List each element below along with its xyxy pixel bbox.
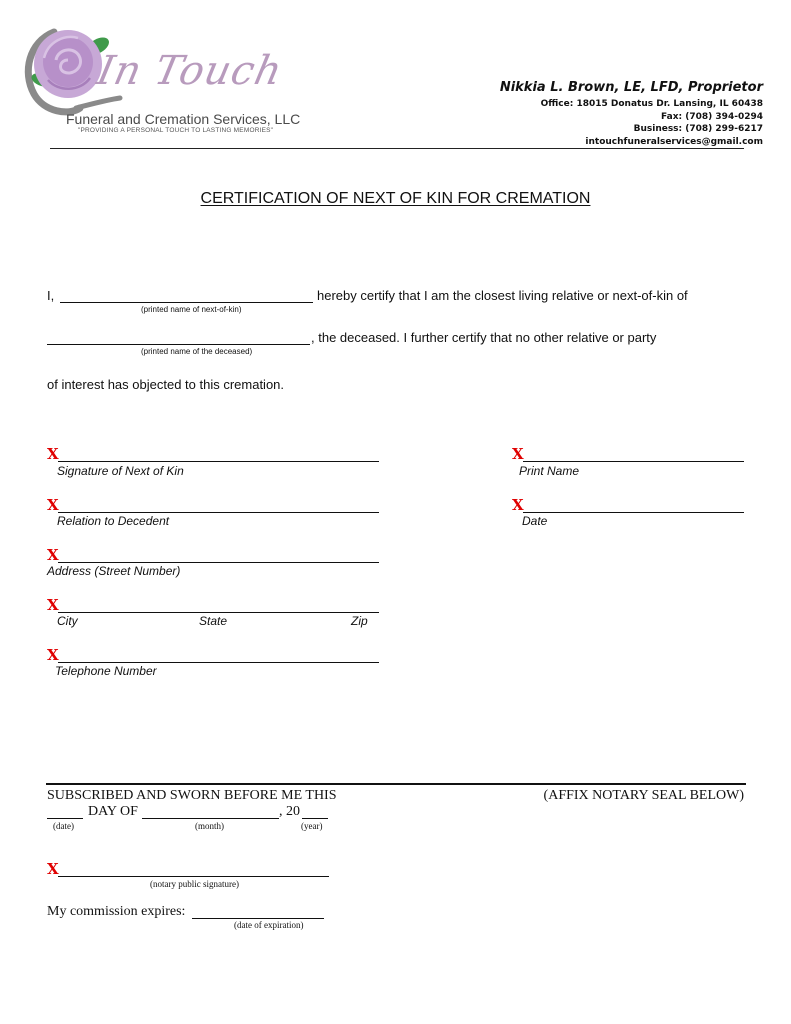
x-marker: X [47,646,59,664]
contact-block [500,80,763,148]
next-of-kin-name-field[interactable] [60,302,313,303]
caption-notary-signature: (notary public signature) [150,879,239,889]
fax-number: Fax: (708) 394-0294 [661,111,763,122]
print-name-field[interactable] [523,461,744,462]
page-title-text: CERTIFICATION OF NEXT OF KIN FOR CREMATION [200,190,591,207]
year-prefix: , 20 [279,804,300,819]
address-label: Address (Street Number) [47,564,181,578]
office-address: Office: 18015 Donatus Dr. Lansing, IL 60438 [540,99,763,109]
caption-next-of-kin: (printed name of next-of-kin) [141,305,242,314]
email-address: intouchfuneralservices@gmail.com [585,136,763,147]
signature-field[interactable] [58,461,379,462]
sworn-statement: SUBSCRIBED AND SWORN BEFORE ME THIS [47,788,337,803]
notary-year-field[interactable] [302,818,328,819]
x-marker: X [47,445,59,463]
caption-month: (month) [195,821,224,831]
affix-seal-note: (AFFIX NOTARY SEAL BELOW) [543,788,744,803]
relation-label: Relation to Decedent [57,514,170,528]
date-label: Date [522,514,548,528]
proprietor-name: Nikkia L. Brown, LE, LFD, Proprietor [499,80,763,95]
signature-label: Signature of Next of Kin [57,464,184,478]
caption-expiration: (date of expiration) [234,920,304,930]
caption-date: (date) [53,821,74,831]
x-marker: X [47,860,59,878]
notary-divider [46,783,746,785]
city-state-zip-field[interactable] [58,612,379,613]
x-marker: X [47,546,59,564]
commission-label: My commission expires: [47,904,186,919]
company-tagline: "PROVIDING A PERSONAL TOUCH TO LASTING MEMORIES" [78,127,274,134]
relation-field[interactable] [58,512,379,513]
address-field[interactable] [58,562,379,563]
day-of-label: DAY OF [88,804,138,819]
commission-expiration-field[interactable] [192,918,324,919]
notary-signature-field[interactable] [58,876,329,877]
date-field[interactable] [523,512,744,513]
telephone-field[interactable] [58,662,379,663]
telephone-label: Telephone Number [55,664,157,678]
statement-prefix: I, [47,288,55,303]
deceased-name-field[interactable] [47,344,310,345]
business-phone: Business: (708) 299-6217 [633,124,763,134]
company-name: Funeral and Cremation Services, LLC [66,111,301,127]
x-marker: X [47,596,59,614]
notary-day-field[interactable] [47,818,83,819]
x-marker: X [47,496,59,514]
x-marker: X [512,445,524,463]
page-title [0,190,791,208]
zip-label: Zip [351,614,368,628]
logo-script-text: In Touch [93,48,287,94]
state-label: State [199,614,228,628]
caption-year: (year) [301,821,323,831]
statement-line3: of interest has objected to this cremation. [47,377,285,392]
city-label: City [57,614,78,628]
notary-month-field[interactable] [142,818,279,819]
statement-line1: hereby certify that I am the closest living relative or next-of-kin of [317,288,688,303]
caption-deceased: (printed name of the deceased) [141,347,253,356]
statement-line2: , the deceased. I further certify that no other relative or party [311,330,657,345]
header-divider [50,148,744,149]
x-marker: X [512,496,524,514]
print-name-label: Print Name [519,464,580,478]
